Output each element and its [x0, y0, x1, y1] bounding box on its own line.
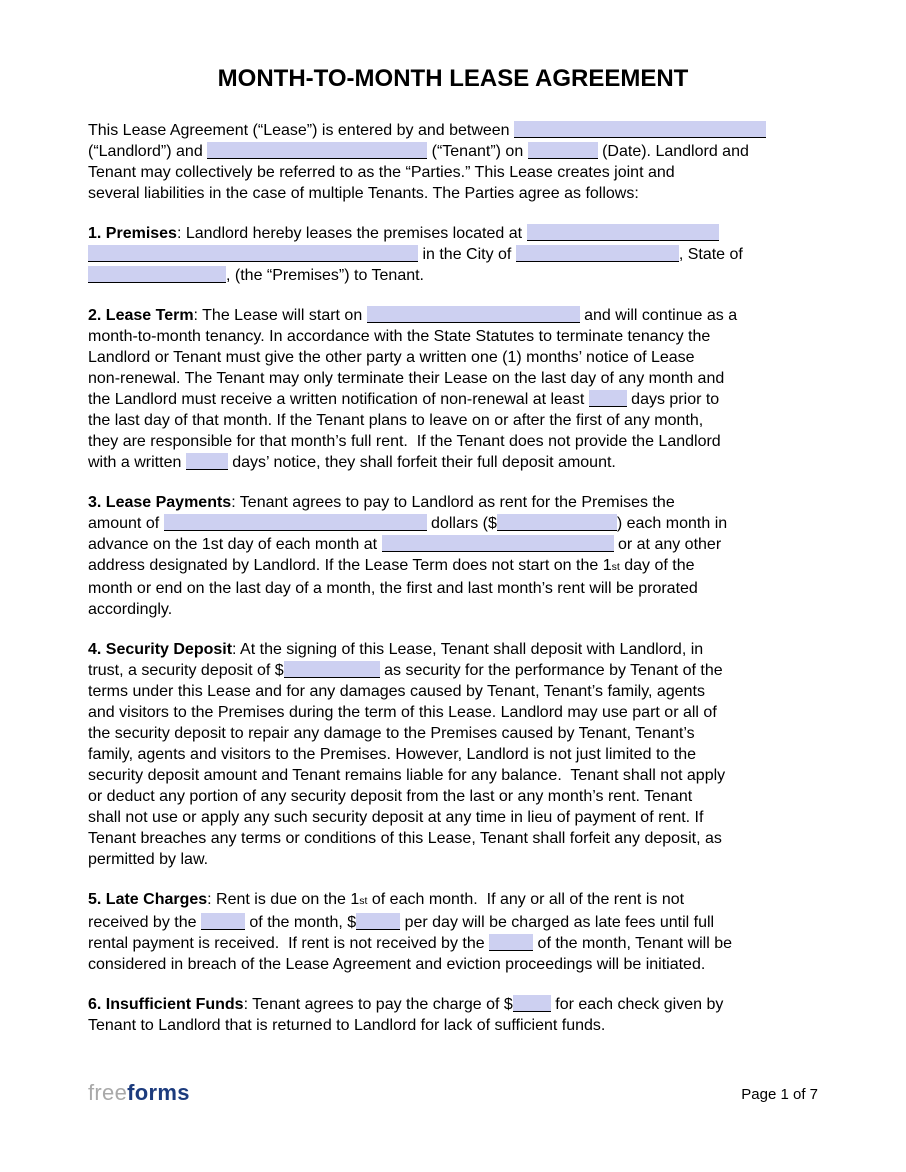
- paragraph-insufficient-funds: [88, 994, 818, 1036]
- text-line: [88, 933, 818, 954]
- tenant-name-field[interactable]: [207, 142, 427, 159]
- text-line: [88, 828, 818, 849]
- premises-address-field-1[interactable]: [527, 224, 719, 241]
- text-run: ) each month in: [616, 515, 728, 532]
- security-deposit-amount-field[interactable]: [284, 661, 380, 678]
- section-heading: 3. Lease Payments: [88, 494, 232, 511]
- nonrenewal-notice-days-field[interactable]: [589, 390, 627, 407]
- section-heading: 2. Lease Term: [88, 307, 194, 324]
- text-line: [88, 639, 818, 660]
- text-run: as security for the performance by Tenant of the: [379, 662, 723, 679]
- text-line: [88, 681, 818, 702]
- text-line: [88, 183, 818, 204]
- text-line: [88, 141, 818, 162]
- text-line: [88, 744, 818, 765]
- text-run: This Lease Agreement (“Lease”) is entered by and between: [88, 122, 515, 139]
- text-line: [88, 807, 818, 828]
- text-line: [88, 492, 818, 513]
- text-run: amount of: [88, 515, 164, 532]
- text-run: Landlord or Tenant must give the other party a written one (1) months’ notice of Lease: [88, 349, 695, 366]
- document-title: MONTH-TO-MONTH LEASE AGREEMENT: [217, 65, 689, 92]
- text-run: they are responsible for that month’s full rent. If the Tenant does not provide the Landlord: [88, 433, 721, 450]
- text-run: month or end on the last day of a month, the first and last month’s rent will be prorated: [88, 580, 698, 597]
- text-run: or at any other: [613, 536, 722, 553]
- text-line: [88, 452, 818, 473]
- text-run: : Landlord hereby leases the premises located at: [176, 225, 527, 242]
- text-run: of the month, Tenant will be: [533, 935, 733, 952]
- text-run: : At the signing of this Lease, Tenant shall deposit with Landlord, in: [232, 641, 704, 658]
- lease-start-date-field[interactable]: [367, 306, 580, 323]
- text-run: : Tenant agrees to pay to Landlord as rent for the Premises the: [231, 494, 675, 511]
- text-run: several liabilities in the case of multiple Tenants. The Parties agree as follows:: [88, 185, 639, 202]
- text-run: , (the “Premises”) to Tenant.: [226, 267, 424, 284]
- text-line: [88, 765, 818, 786]
- text-run: month-to-month tenancy. In accordance with the State Statutes to terminate tenancy the: [88, 328, 711, 345]
- text-line: [88, 347, 818, 368]
- text-line: [88, 889, 818, 912]
- text-run: non-renewal. The Tenant may only terminate their Lease on the last day of any month and: [88, 370, 725, 387]
- text-run: the security deposit to repair any damage to the Premises caused by Tenant, Tenant’s: [88, 725, 695, 742]
- text-run: accordingly.: [88, 601, 173, 618]
- agreement-date-field[interactable]: [528, 142, 598, 159]
- text-run: : The Lease will start on: [193, 307, 367, 324]
- text-line: [88, 555, 818, 578]
- text-run: (Date). Landlord and: [597, 143, 749, 160]
- text-line: [88, 513, 818, 534]
- text-run: terms under this Lease and for any damages caused by Tenant, Tenant’s family, agents: [88, 683, 705, 700]
- text-line: [88, 223, 818, 244]
- text-run: , State of: [678, 246, 743, 263]
- text-run: trust, a security deposit of $: [88, 662, 284, 679]
- text-line: [88, 120, 818, 141]
- text-run: considered in breach of the Lease Agreement and eviction proceedings will be initiated.: [88, 956, 706, 973]
- logo-text-free: free: [88, 1080, 128, 1105]
- page-number: Page 1 of 7: [741, 1086, 818, 1103]
- text-run: Tenant breaches any terms or conditions of this Lease, Tenant shall forfeit any deposit, as: [88, 830, 722, 847]
- text-line: [88, 534, 818, 555]
- paragraph-lease-payments: [88, 492, 818, 620]
- ordinal-suffix: st: [359, 895, 368, 907]
- text-line: [88, 912, 818, 933]
- section-heading: 5. Late Charges: [88, 891, 208, 908]
- premises-state-field[interactable]: [88, 266, 226, 283]
- text-run: : Tenant agrees to pay the charge of $: [243, 996, 513, 1013]
- text-line: [88, 660, 818, 681]
- section-heading: 6. Insufficient Funds: [88, 996, 244, 1013]
- text-line: [88, 994, 818, 1015]
- text-run: family, agents and visitors to the Premises. However, Landlord is not just limited to the: [88, 746, 696, 763]
- text-run: of each month. If any or all of the rent is not: [367, 891, 685, 908]
- text-line: [88, 702, 818, 723]
- paragraph-security-deposit: [88, 639, 818, 870]
- text-run: (“Landlord”) and: [88, 143, 208, 160]
- text-run: shall not use or apply any such security deposit at any time in lieu of payment of rent. If: [88, 809, 704, 826]
- text-run: advance on the 1st day of each month at: [88, 536, 382, 553]
- text-run: days prior to: [626, 391, 720, 408]
- text-line: [88, 578, 818, 599]
- text-line: [88, 389, 818, 410]
- section-heading: 4. Security Deposit: [88, 641, 233, 658]
- text-run: the Landlord must receive a written notification of non-renewal at least: [88, 391, 589, 408]
- paragraph-intro: [88, 120, 818, 204]
- text-line: [88, 265, 818, 286]
- text-run: permitted by law.: [88, 851, 209, 868]
- late-fee-day-field[interactable]: [201, 913, 245, 930]
- text-run: day of the: [619, 557, 695, 574]
- text-line: [88, 326, 818, 347]
- text-run: the last day of that month. If the Tenant plans to leave on or after the first of any month,: [88, 412, 704, 429]
- text-run: of the month, $: [244, 914, 357, 931]
- text-run: or deduct any portion of any security deposit from the last or any month’s rent. Tenant: [88, 788, 693, 805]
- text-run: with a written: [88, 454, 186, 471]
- text-run: : Rent is due on the 1: [207, 891, 360, 908]
- text-line: [88, 368, 818, 389]
- paragraph-late-charges: [88, 889, 818, 975]
- text-line: [88, 305, 818, 326]
- text-line: [88, 410, 818, 431]
- logo-text-forms: forms: [127, 1080, 190, 1105]
- text-run: days’ notice, they shall forfeit their full deposit amount.: [227, 454, 616, 471]
- text-run: (“Tenant”) on: [427, 143, 528, 160]
- text-line: [88, 431, 818, 452]
- breach-day-field[interactable]: [489, 934, 533, 951]
- text-line: [88, 244, 818, 265]
- rent-amount-words-field[interactable]: [164, 514, 427, 531]
- text-run: dollars ($: [426, 515, 497, 532]
- text-run: received by the: [88, 914, 201, 931]
- text-run: address designated by Landlord. If the Lease Term does not start on the 1: [88, 557, 612, 574]
- premises-city-field[interactable]: [516, 245, 679, 262]
- text-run: per day will be charged as late fees until full: [400, 914, 715, 931]
- text-line: [88, 162, 818, 183]
- text-run: and will continue as a: [579, 307, 738, 324]
- rent-amount-number-field[interactable]: [497, 514, 617, 531]
- text-run: security deposit amount and Tenant remains liable for any balance. Tenant shall not apply: [88, 767, 726, 784]
- text-run: Tenant may collectively be referred to as the “Parties.” This Lease creates joint and: [88, 164, 675, 181]
- written-notice-days-field[interactable]: [186, 453, 228, 470]
- paragraph-premises: [88, 223, 818, 286]
- section-heading: 1. Premises: [88, 225, 177, 242]
- late-fee-amount-field[interactable]: [356, 913, 400, 930]
- paragraph-lease-term: [88, 305, 818, 473]
- freeforms-logo: [88, 1080, 190, 1106]
- text-line: [88, 954, 818, 975]
- text-line: [88, 786, 818, 807]
- page-footer: [88, 1080, 818, 1106]
- payment-address-field[interactable]: [382, 535, 614, 552]
- text-run: in the City of: [418, 246, 516, 263]
- text-line: [88, 599, 818, 620]
- premises-address-field-2[interactable]: [88, 245, 418, 262]
- document-body: [88, 120, 818, 1036]
- landlord-name-field[interactable]: [514, 121, 766, 138]
- ordinal-suffix: st: [611, 561, 620, 573]
- text-line: [88, 849, 818, 870]
- text-run: and visitors to the Premises during the term of this Lease. Landlord may use part or all of: [88, 704, 717, 721]
- text-run: Tenant to Landlord that is returned to Landlord for lack of sufficient funds.: [88, 1017, 606, 1034]
- text-run: rental payment is received. If rent is not received by the: [88, 935, 490, 952]
- text-line: [88, 1015, 818, 1036]
- text-run: for each check given by: [550, 996, 724, 1013]
- text-line: [88, 723, 818, 744]
- nsf-charge-field[interactable]: [513, 995, 551, 1012]
